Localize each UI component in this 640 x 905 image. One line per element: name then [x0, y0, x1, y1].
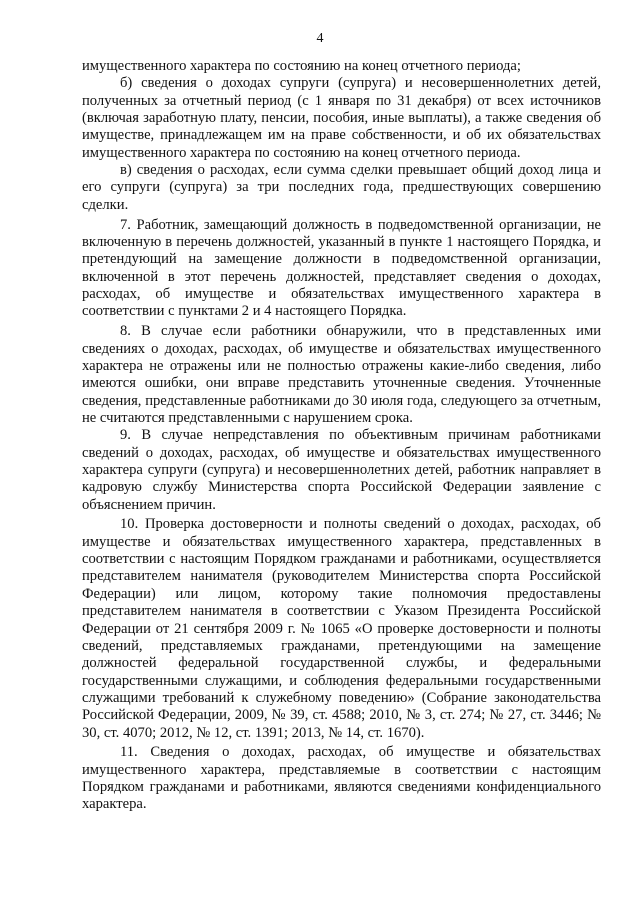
paragraph-7: 7. Работник, замещающий должность в подведомственной организации, не включенную в перечень должностей, указанный в пункте 1 настоящего Порядка, и претендующий на замещение должности в подведомственной организации, включенной в этот перечень должностей, представляет сведения о доходах, расходах, об имуществе и обязательствах имущественного характера в соответствии с пунктами 2 и 4 настоящего Порядка.	[82, 216, 601, 320]
page-number: 4	[316, 31, 324, 46]
paragraph-10: 10. Проверка достоверности и полноты сведений о доходах, расходах, об имуществе и обязательствах имущественного характера, представленных в соответствии с настоящим Порядком гражданами и работниками, осуществляется представителем нанимателя (руководителем Министерства спорта Российской Федерации) или лицом, которому такие полномочия предоставлены представителем нанимателя в соответствии с Указом Президента Российской Федерации от 21 сентября 2009 г. № 1065 «О проверке достоверности и полноты сведений, представляемых гражданами, претендующими на замещение должностей федеральной государственной службы, и федеральными государственными служащими, и соблюдения федеральными государственными служащими требований к служебному поведению» (Собрание законодательства Российской Федерации, 2009, № 39, ст. 4588; 2010, № 3, ст. 274; № 27, ст. 3446; № 30, ст. 4070; 2012, № 12, ст. 1391; 2013, № 14, ст. 1670).	[82, 516, 601, 741]
paragraph-9: 9. В случае непредставления по объективным причинам работниками сведений о доходах, расходах, об имуществе и обязательствах имущественного характера супруги (супруга) и несовершеннолетних детей, работник направляет в кадровую службу Министерства спорта Российской Федерации заявление с объяснением причин.	[82, 427, 601, 513]
paragraph-continuation: имущественного характера по состоянию на конец отчетного периода;	[82, 58, 521, 74]
paragraph-8: 8. В случае если работники обнаружили, что в представленных ими сведениях о доходах, расходах, об имуществе и обязательствах имущественного характера не отражены или не полностью отражены какие-либо сведения, либо имеются ошибки, они вправе представить уточненные сведения. Уточненные сведения, представленные работниками до 30 июля года, следующего за отчетным, не считаются представленными с нарушением срока.	[82, 323, 601, 426]
paragraph-6v: в) сведения о расходах, если сумма сделки превышает общий доход лица и его супруги (супруга) за три последних года, предшествующих совершению сделки.	[82, 162, 601, 213]
document-body	[82, 58, 601, 814]
paragraph-11: 11. Сведения о доходах, расходах, об имуществе и обязательствах имущественного характера, представляемые в соответствии с настоящим Порядком гражданами и работниками, являются сведениями конфиденциального характера.	[82, 744, 601, 813]
paragraph-6b: б) сведения о доходах супруги (супруга) и несовершеннолетних детей, полученных за отчетный период (с 1 января по 31 декабря) от всех источников (включая заработную плату, пенсии, пособия, иные выплаты), а также сведения об имуществе, принадлежащем им на праве собственности, и об их обязательствах имущественного характера по состоянию на конец отчетного периода.	[82, 75, 601, 161]
